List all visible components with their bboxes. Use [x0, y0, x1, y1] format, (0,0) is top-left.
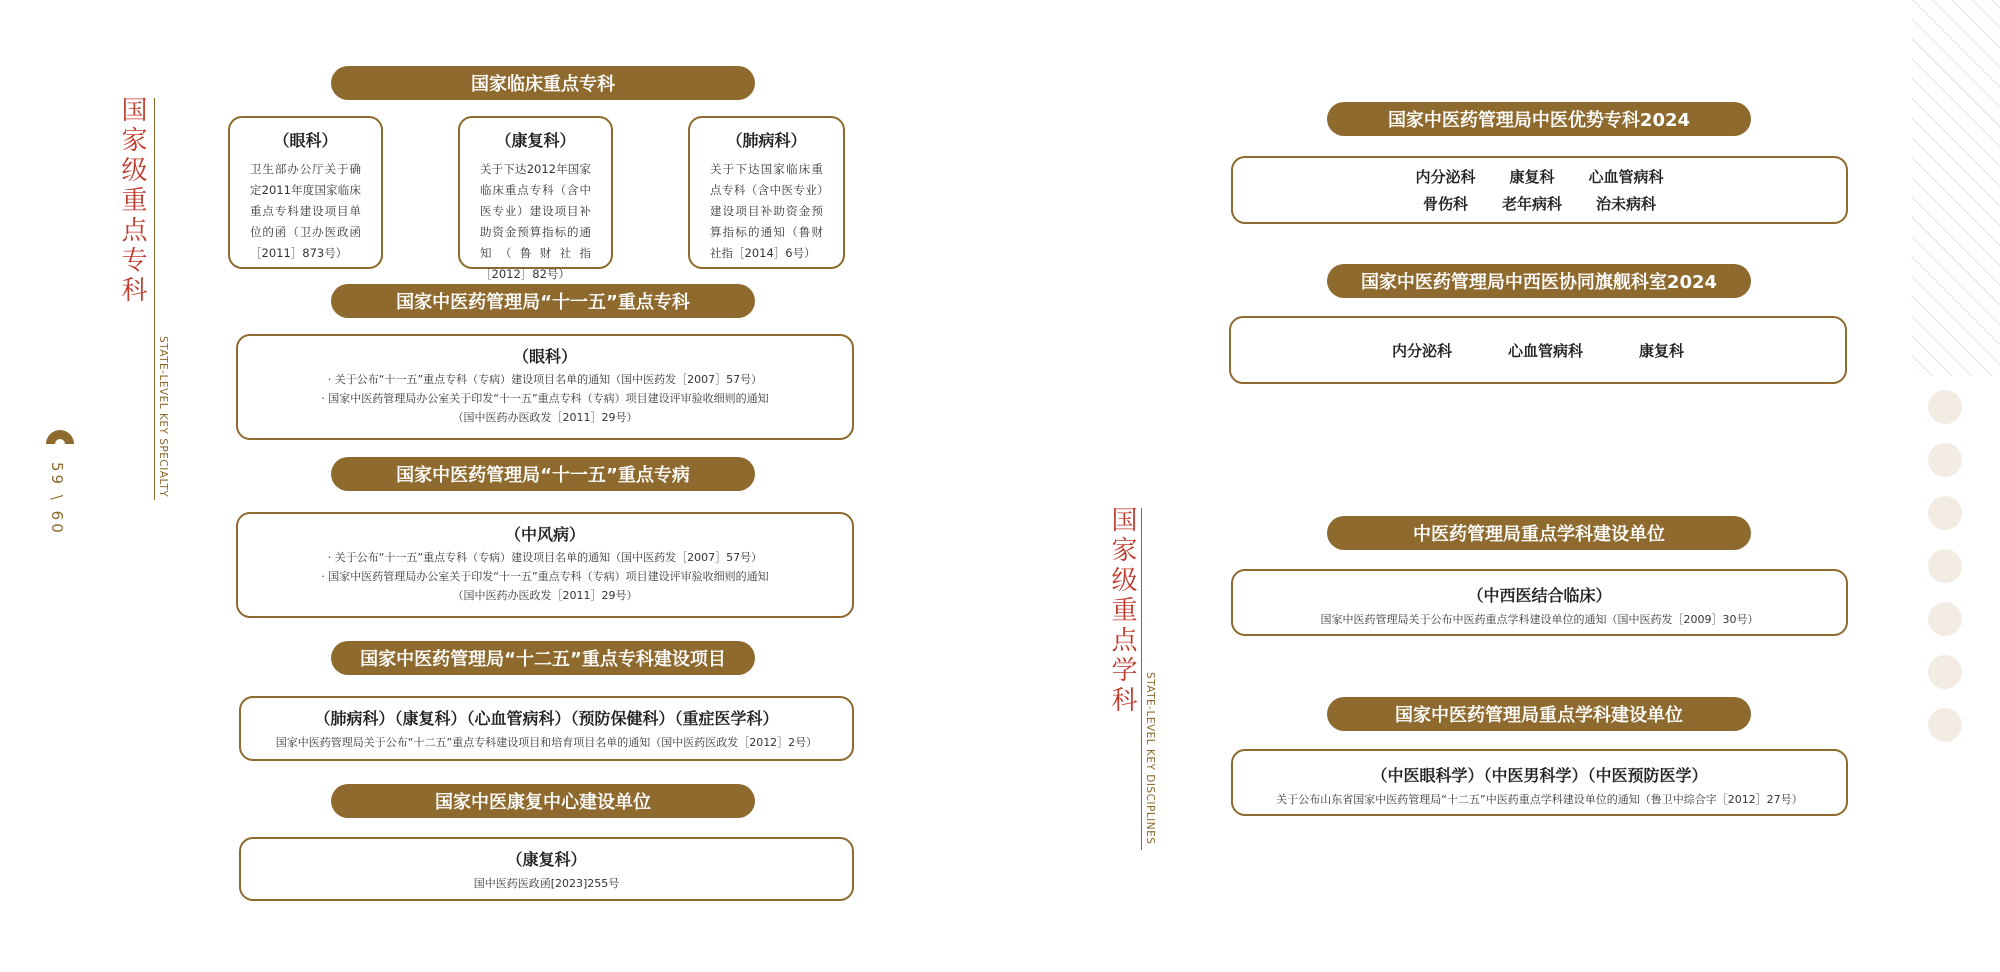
- box-title: （眼科）: [512, 347, 577, 366]
- section-header-rehab-center: 国家中医康复中心建设单位: [331, 784, 755, 818]
- box-title: （眼科）: [273, 131, 338, 150]
- specialty-item: 骨伤科: [1422, 195, 1468, 213]
- box-text: 卫生部办公厅关于确定2011年度国家临床重点专科建设项目单位的函（卫办医政函［2011］873号）: [250, 162, 361, 260]
- decorative-dot: [1928, 602, 1962, 636]
- left-side-title: 国家级重点专科: [117, 96, 147, 306]
- specialty-box-rehab: [458, 116, 613, 281]
- specialty-item: 治未病科: [1596, 195, 1657, 213]
- decorative-dot: [1928, 496, 1962, 530]
- specialty-row-1: [1233, 166, 1846, 187]
- section-header-11th-five-specialty: 国家中医药管理局“十一五”重点专科: [331, 284, 755, 318]
- box-title: （中风病）: [504, 525, 585, 544]
- box-line: · 国家中医药管理局办公室关于印发“十一五”重点专科（专病）项目建设评审验收细则的通知: [321, 392, 769, 405]
- decorative-dot: [1928, 443, 1962, 477]
- left-side-divider-2: [154, 330, 155, 500]
- specialty-box-lung: [688, 116, 845, 269]
- specialty-box-eye: [228, 116, 383, 269]
- box-text: 关于下达国家临床重点专科（含中医专业）建设项目补助资金预算指标的通知（鲁财社指［2014］6号）: [710, 162, 823, 260]
- section4-box: [239, 696, 854, 761]
- decorative-dot: [1928, 549, 1962, 583]
- specialty-item: 康复科: [1509, 168, 1555, 186]
- box-text: 关于下达2012年国家临床重点专科（含中医专业）建设项目补助资金预算指标的通知（鲁财社指［2012］82号）: [480, 162, 591, 281]
- box-line: · 关于公布“十一五”重点专科（专病）建设项目名单的通知（国中医药发［2007］57号）: [327, 373, 763, 386]
- flagship-item: 康复科: [1639, 342, 1685, 360]
- decorative-dot: [1928, 708, 1962, 742]
- box-line: · 国家中医药管理局办公室关于印发“十一五”重点专科（专病）项目建设评审验收细则的通知: [321, 570, 769, 583]
- right-section1-box: [1231, 156, 1848, 224]
- fan-icon: [44, 428, 76, 446]
- box-title: （康复科）: [495, 131, 576, 150]
- box-line: （国中医药办医政发［2011］29号）: [452, 589, 638, 602]
- decorative-dot: [1928, 390, 1962, 424]
- section-header-flagship-2024: 国家中医药管理局中西医协同旗舰科室2024: [1327, 264, 1751, 298]
- section5-box: [239, 837, 854, 901]
- section-header-11th-five-disease: 国家中医药管理局“十一五”重点专病: [331, 457, 755, 491]
- flagship-item: 内分泌科: [1391, 342, 1452, 360]
- section-header-key-discipline: 中医药管理局重点学科建设单位: [1327, 516, 1751, 550]
- right-section2-box: [1229, 316, 1847, 384]
- section-header-national-key-discipline: 国家中医药管理局重点学科建设单位: [1327, 697, 1751, 731]
- hatch-pattern-decoration: [1912, 0, 2000, 376]
- box-line: 国家中医药管理局关于公布“十二五”重点专科建设项目和培育项目名单的通知（国中医药医政发［2012］2号）: [275, 736, 818, 749]
- specialty-item: 老年病科: [1501, 195, 1562, 213]
- right-side-title: 国家级重点学科: [1107, 506, 1137, 716]
- right-section4-box: [1231, 749, 1848, 816]
- decorative-dot: [1928, 655, 1962, 689]
- box-line: 国家中医药管理局关于公布中医药重点学科建设单位的通知（国中医药发［2009］30号）: [1320, 613, 1759, 626]
- right-section3-box: [1231, 569, 1848, 636]
- right-side-divider: [1141, 508, 1142, 666]
- section2-box: [236, 334, 854, 440]
- box-line: （国中医药办医政发［2011］29号）: [452, 411, 638, 424]
- box-line: 国中医药医政函[2023]255号: [473, 877, 620, 890]
- right-side-english-title: STATE-LEVEL KEY DISCIPLINES: [1144, 672, 1156, 845]
- page-number: 59 \ 60: [48, 462, 66, 536]
- box-title: （中医眼科学）（中医男科学）（中医预防医学）: [1371, 766, 1708, 785]
- specialty-row-2: [1233, 193, 1846, 214]
- section-header-12th-five-projects: 国家中医药管理局“十二五”重点专科建设项目: [331, 641, 755, 675]
- right-side-divider-2: [1141, 666, 1142, 850]
- box-line: 关于公布山东省国家中医药管理局“十二五”中医药重点学科建设单位的通知（鲁卫中综合字［2012］27号）: [1276, 793, 1803, 806]
- specialty-item: 内分泌科: [1415, 168, 1476, 186]
- box-line: · 关于公布“十一五”重点专科（专病）建设项目名单的通知（国中医药发［2007］57号）: [327, 551, 763, 564]
- left-side-divider: [154, 98, 155, 330]
- flagship-row: [1231, 340, 1845, 361]
- box-title: （中西医结合临床）: [1467, 586, 1612, 605]
- section-header-tcm-advantage-2024: 国家中医药管理局中医优势专科2024: [1327, 102, 1751, 136]
- box-title: （肺病科）（康复科）（心血管病科）（预防保健科）（重症医学科）: [314, 709, 779, 728]
- box-title: （康复科）: [506, 850, 587, 869]
- box-title: （肺病科）: [726, 131, 807, 150]
- left-side-english-title: STATE-LEVEL KEY SPECIALTY: [157, 336, 169, 498]
- section-header-national-clinical: 国家临床重点专科: [331, 66, 755, 100]
- flagship-item: 心血管病科: [1507, 342, 1583, 360]
- section3-box: [236, 512, 854, 618]
- specialty-item: 心血管病科: [1588, 168, 1664, 186]
